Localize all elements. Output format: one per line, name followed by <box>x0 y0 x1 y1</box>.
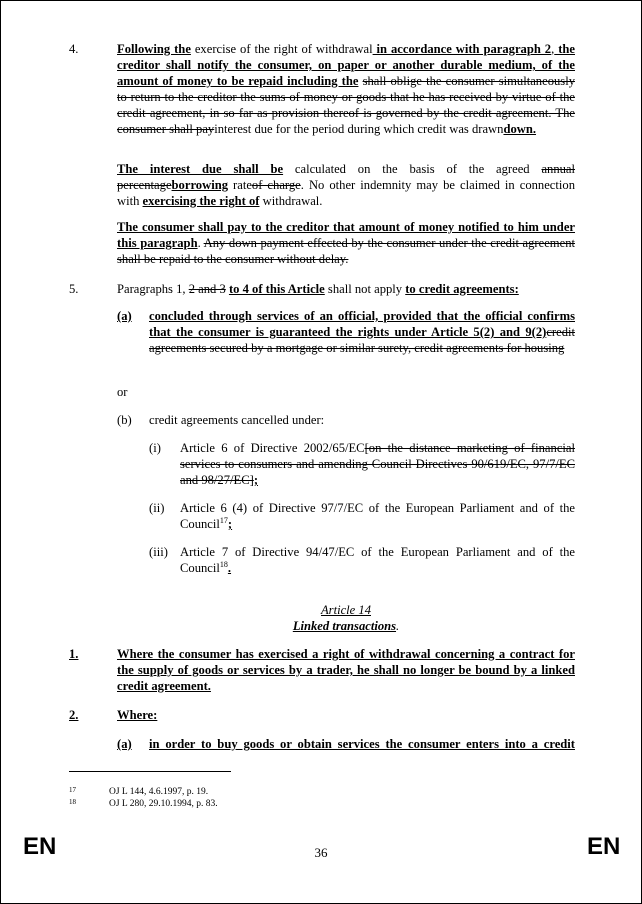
art14-para-1-number: 1. <box>69 647 79 661</box>
article-subtitle: Linked transactions. <box>292 619 400 633</box>
para-4-number: 4. <box>69 42 79 56</box>
language-code-left: EN <box>23 833 57 860</box>
para-4-text-1: Following the exercise of the right of withdrawal in accordance with paragraph 2, the creditor shall notify the consumer, on paper or another durable medium, of the amount of money to be repaid including the shall oblige the consumer simultaneously to return to the creditor the sums of money or goods that he has received by virtue of the credit agreement, in so far as provision thereof is governed by the credit agreement. The consumer shall payinterest due for the period during which credit was drawndown. <box>117 42 575 136</box>
or-text: or <box>117 385 128 399</box>
item-b-label: (b) <box>117 413 132 427</box>
footnote-divider <box>69 771 231 772</box>
item-a-text: concluded through services of an official, provided that the official confirms that the consumer is guaranteed the rights under Article 5(2) and 9(2)credit agreements secured by a mortgage or similar surety, credit agreements for housing <box>149 309 575 355</box>
art14-item-a-label: (a) <box>117 737 132 751</box>
page-number: 36 <box>314 845 328 860</box>
art14-item-a-text: in order to buy goods or obtain services the consumer enters into a credit <box>149 737 575 751</box>
para-5-intro: Paragraphs 1, 2 and 3 to 4 of this Article shall not apply to credit agreements: <box>117 282 519 296</box>
language-code-right: EN <box>587 833 621 860</box>
footnote-17-text: OJ L 144, 4.6.1997, p. 19. <box>109 787 209 797</box>
item-iii-label: (iii) <box>149 545 168 559</box>
para-5-number: 5. <box>69 282 79 296</box>
item-iii-text: Article 7 of Directive 94/47/EC of the European Parliament and of the Council$^{18}$. <box>180 545 575 575</box>
article-title: Article 14 <box>320 603 371 617</box>
item-ii-text: Article 6 (4) of Directive 97/7/EC of the European Parliament and of the Council$^{17}$; <box>180 501 575 531</box>
item-b-text: credit agreements cancelled under: <box>149 413 325 427</box>
para-4-text-2: The interest due shall be calculated on the basis of the agreed annual percentageborrowing rateof charge. No other indemnity may be claimed in connection with exercising the right of withdrawal. <box>117 162 576 208</box>
item-ii-label: (ii) <box>149 501 165 515</box>
item-i-text: Article 6 of Directive 2002/65/EC[on the distance marketing of financial services to consumers and amending Council Directives 90/619/EC, 97/7/EC and 98/27/EC]; <box>180 441 575 487</box>
para-4-text-3: The consumer shall pay to the creditor that amount of money notified to him under this paragraph. Any down payment effected by the consumer under the credit agreement shall be repaid to the consumer without delay. <box>117 220 575 266</box>
footnote-18-text: OJ L 280, 29.10.1994, p. 83. <box>109 799 218 809</box>
art14-para-1-text: Where the consumer has exercised a right of withdrawal concerning a contract for the supply of goods or services by a trader, he shall no longer be bound by a linked credit agreement. <box>117 647 575 693</box>
art14-para-2-number: 2. <box>69 708 79 722</box>
footnote-17-mark: 17 <box>69 786 76 794</box>
item-a-label: (a) <box>117 309 132 323</box>
footnote-18-mark: 18 <box>69 798 76 806</box>
art14-para-2-text: Where: <box>117 708 158 722</box>
item-i-label: (i) <box>149 441 161 455</box>
